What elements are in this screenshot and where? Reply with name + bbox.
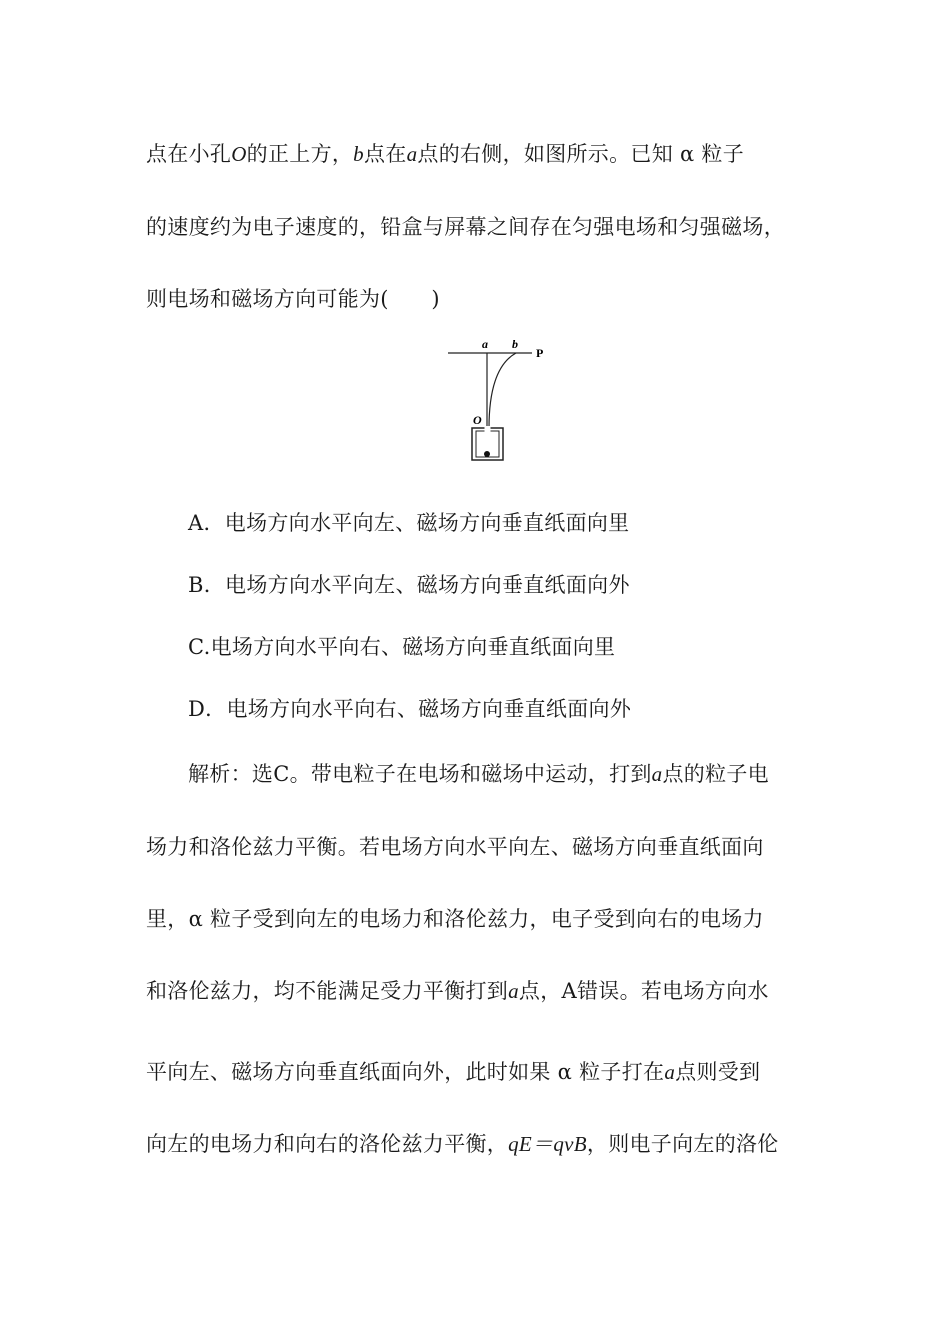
figure-label-a: a — [482, 338, 488, 351]
path-to-b — [489, 353, 516, 428]
analysis-line-5: 平向左、磁场方向垂直纸面向外，此时如果 α 粒子打在a点则受到 — [146, 1060, 761, 1084]
symbol-b: b — [353, 142, 364, 166]
symbol-O: O — [231, 142, 247, 166]
option-a: A．电场方向水平向左、磁场方向垂直纸面向里 — [188, 511, 630, 535]
question-line-3: 则电场和磁场方向可能为( ) — [146, 287, 440, 311]
analysis-line-1: 解析：选C。带电粒子在电场和磁场中运动，打到a点的粒子电 — [188, 762, 769, 786]
radioactive-source — [484, 451, 490, 457]
figure-label-p: P — [536, 346, 544, 360]
question-line-1: 点在小孔O的正上方，b点在a点的右侧，如图所示。已知 α 粒子 — [146, 142, 745, 166]
physics-diagram — [440, 338, 560, 468]
option-d: D．电场方向水平向右、磁场方向垂直纸面向外 — [188, 697, 632, 721]
figure-label-b: b — [512, 338, 518, 351]
analysis-line-4: 和洛伦兹力，均不能满足受力平衡打到a点，A错误。若电场方向水 — [146, 979, 769, 1003]
question-line-2: 的速度约为电子速度的，铅盒与屏幕之间存在匀强电场和匀强磁场， — [146, 215, 785, 239]
figure-label-o: O — [473, 413, 482, 427]
equation: qE＝qvB — [508, 1132, 587, 1156]
analysis-line-2: 场力和洛伦兹力平衡。若电场方向水平向左、磁场方向垂直纸面向 — [146, 835, 764, 859]
option-c: C.电场方向水平向右、磁场方向垂直纸面向里 — [188, 635, 616, 659]
box-hole — [485, 426, 491, 432]
analysis-line-3: 里，α 粒子受到向左的电场力和洛伦兹力，电子受到向右的电场力 — [146, 907, 764, 931]
symbol-a: a — [406, 142, 418, 166]
option-b: B．电场方向水平向左、磁场方向垂直纸面向外 — [188, 573, 630, 597]
analysis-line-6: 向左的电场力和向右的洛伦兹力平衡，qE＝qvB，则电子向左的洛伦 — [146, 1132, 779, 1156]
